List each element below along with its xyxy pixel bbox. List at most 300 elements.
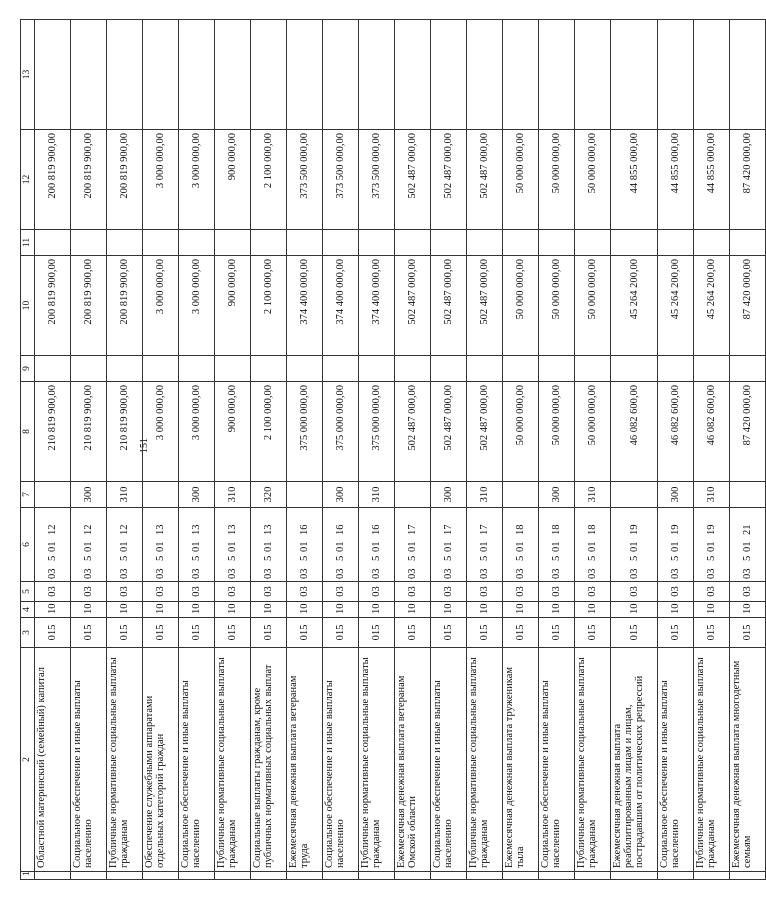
cell-code: 015 xyxy=(658,618,694,648)
cell-name: Публичные нормативные социальные выплаты гражданам xyxy=(694,648,730,872)
cell-target-article xyxy=(287,508,323,582)
cell-section: 10 xyxy=(71,602,107,618)
article-part: 01 xyxy=(299,541,310,552)
header-cell: 7 xyxy=(21,482,35,508)
cell-amount-1: 210 819 900,00 xyxy=(71,382,107,482)
article-part: 03 xyxy=(551,568,562,579)
cell-col-11 xyxy=(658,230,694,256)
article-part: 03 xyxy=(587,568,598,579)
cell-amount-3: 50 000 000,00 xyxy=(575,130,611,230)
cell-subsection: 03 xyxy=(35,582,71,602)
cell-expense-type: 310 xyxy=(359,482,395,508)
cell-amount-1: 50 000 000,00 xyxy=(575,382,611,482)
article-part: 01 xyxy=(742,541,753,552)
article-part: 5 xyxy=(515,555,526,561)
cell-col-13 xyxy=(575,20,611,130)
cell-amount-2: 900 000,00 xyxy=(215,256,251,356)
cell-amount-3: 502 487 000,00 xyxy=(395,130,431,230)
cell-target-article xyxy=(71,508,107,582)
cell-amount-1: 3 000 000,00 xyxy=(179,382,215,482)
cell-name: Ежемесячная денежная выплата ветеранам труда xyxy=(287,648,323,872)
article-part: 5 xyxy=(628,555,640,561)
article-part: 13 xyxy=(263,524,274,535)
cell-target-article xyxy=(467,508,503,582)
cell-empty xyxy=(71,872,107,880)
cell-col-11 xyxy=(730,230,766,256)
cell-amount-2: 50 000 000,00 xyxy=(503,256,539,356)
cell-name: Публичные нормативные социальные выплаты гражданам xyxy=(359,648,395,872)
cell-expense-type xyxy=(287,482,323,508)
cell-section: 10 xyxy=(395,602,431,618)
cell-code: 015 xyxy=(107,618,143,648)
cell-subsection: 03 xyxy=(359,582,395,602)
article-part: 19 xyxy=(706,524,717,535)
article-part: 12 xyxy=(119,524,130,535)
article-part: 03 xyxy=(263,568,274,579)
cell-empty xyxy=(503,872,539,880)
rotated-table-container xyxy=(20,20,753,880)
cell-empty xyxy=(395,872,431,880)
cell-subsection: 03 xyxy=(251,582,287,602)
cell-target-article xyxy=(694,508,730,582)
article-part: 03 xyxy=(155,568,166,579)
cell-col-9 xyxy=(658,356,694,382)
cell-expense-type: 320 xyxy=(251,482,287,508)
article-part: 18 xyxy=(551,524,562,535)
table-row xyxy=(431,20,467,880)
article-part: 5 xyxy=(227,555,238,561)
article-part: 19 xyxy=(670,524,681,535)
cell-code: 015 xyxy=(395,618,431,648)
article-part: 01 xyxy=(628,541,640,552)
cell-amount-3: 200 819 900,00 xyxy=(107,130,143,230)
article-part: 5 xyxy=(155,555,166,561)
cell-amount-3: 50 000 000,00 xyxy=(503,130,539,230)
cell-subsection: 03 xyxy=(143,582,179,602)
cell-col-9 xyxy=(251,356,287,382)
cell-empty xyxy=(658,872,694,880)
cell-amount-2: 502 487 000,00 xyxy=(395,256,431,356)
cell-target-article xyxy=(35,508,71,582)
article-part: 01 xyxy=(551,541,562,552)
cell-col-13 xyxy=(467,20,503,130)
cell-name: Социальное обеспечение и иные выплаты населению xyxy=(179,648,215,872)
page-number: 151 xyxy=(139,438,150,453)
cell-code: 015 xyxy=(431,618,467,648)
article-part: 03 xyxy=(299,568,310,579)
cell-expense-type: 310 xyxy=(694,482,730,508)
cell-name: Социальное обеспечение и иные выплаты населению xyxy=(323,648,359,872)
article-part: 13 xyxy=(227,524,238,535)
cell-amount-1: 46 082 600,00 xyxy=(611,382,658,482)
cell-section: 10 xyxy=(503,602,539,618)
table-row xyxy=(467,20,503,880)
cell-amount-1: 375 000 000,00 xyxy=(323,382,359,482)
cell-col-13 xyxy=(35,20,71,130)
cell-col-13 xyxy=(730,20,766,130)
article-part: 12 xyxy=(83,524,94,535)
cell-expense-type: 300 xyxy=(323,482,359,508)
cell-amount-3: 44 855 000,00 xyxy=(658,130,694,230)
table-row xyxy=(251,20,287,880)
cell-amount-1: 2 100 000,00 xyxy=(251,382,287,482)
cell-col-9 xyxy=(539,356,575,382)
cell-amount-3: 200 819 900,00 xyxy=(35,130,71,230)
cell-col-13 xyxy=(395,20,431,130)
cell-target-article xyxy=(143,508,179,582)
cell-amount-1: 3 000 000,00 xyxy=(143,382,179,482)
cell-code: 015 xyxy=(179,618,215,648)
cell-name: Обеспечение служебными аппаратами отдельных категорий граждан xyxy=(143,648,179,872)
cell-section: 10 xyxy=(730,602,766,618)
cell-section: 10 xyxy=(575,602,611,618)
cell-amount-2: 45 264 200,00 xyxy=(694,256,730,356)
cell-section: 10 xyxy=(431,602,467,618)
cell-amount-3: 502 487 000,00 xyxy=(431,130,467,230)
cell-col-11 xyxy=(694,230,730,256)
cell-expense-type: 310 xyxy=(575,482,611,508)
cell-empty xyxy=(467,872,503,880)
cell-col-9 xyxy=(71,356,107,382)
cell-name: Публичные нормативные социальные выплаты гражданам xyxy=(575,648,611,872)
cell-empty xyxy=(694,872,730,880)
cell-section: 10 xyxy=(539,602,575,618)
cell-code: 015 xyxy=(143,618,179,648)
article-part: 13 xyxy=(191,524,202,535)
cell-code: 015 xyxy=(251,618,287,648)
cell-col-11 xyxy=(575,230,611,256)
article-part: 01 xyxy=(227,541,238,552)
cell-empty xyxy=(730,872,766,880)
table-row xyxy=(539,20,575,880)
table-row xyxy=(575,20,611,880)
article-part: 5 xyxy=(263,555,274,561)
cell-amount-3: 44 855 000,00 xyxy=(611,130,658,230)
cell-code: 015 xyxy=(287,618,323,648)
cell-amount-1: 210 819 900,00 xyxy=(107,382,143,482)
cell-col-11 xyxy=(395,230,431,256)
article-part: 01 xyxy=(587,541,598,552)
cell-section: 10 xyxy=(287,602,323,618)
cell-amount-2: 200 819 900,00 xyxy=(71,256,107,356)
cell-expense-type: 300 xyxy=(71,482,107,508)
article-part: 01 xyxy=(515,541,526,552)
cell-col-9 xyxy=(503,356,539,382)
article-part: 17 xyxy=(407,524,418,535)
cell-section: 10 xyxy=(359,602,395,618)
cell-name: Ежемесячная денежная выплата ветеранам Омской области xyxy=(395,648,431,872)
cell-amount-3: 373 500 000,00 xyxy=(359,130,395,230)
cell-code: 015 xyxy=(35,618,71,648)
cell-col-11 xyxy=(431,230,467,256)
cell-section: 10 xyxy=(467,602,503,618)
cell-subsection: 03 xyxy=(575,582,611,602)
cell-expense-type xyxy=(503,482,539,508)
article-part: 03 xyxy=(119,568,130,579)
article-part: 17 xyxy=(479,524,490,535)
cell-col-13 xyxy=(611,20,658,130)
header-cell: 6 xyxy=(21,508,35,582)
cell-amount-3: 200 819 900,00 xyxy=(71,130,107,230)
cell-col-9 xyxy=(431,356,467,382)
cell-amount-3: 44 855 000,00 xyxy=(694,130,730,230)
article-part: 5 xyxy=(706,555,717,561)
cell-empty xyxy=(287,872,323,880)
article-part: 03 xyxy=(407,568,418,579)
cell-expense-type: 300 xyxy=(179,482,215,508)
cell-col-13 xyxy=(694,20,730,130)
cell-empty xyxy=(251,872,287,880)
cell-name: Ежемесячная денежная выплата многодетным семьям xyxy=(730,648,766,872)
cell-expense-type xyxy=(730,482,766,508)
article-part: 5 xyxy=(47,555,58,561)
cell-target-article xyxy=(215,508,251,582)
article-part: 01 xyxy=(670,541,681,552)
cell-amount-1: 87 420 000,00 xyxy=(730,382,766,482)
cell-subsection: 03 xyxy=(323,582,359,602)
cell-code: 015 xyxy=(467,618,503,648)
cell-amount-2: 2 100 000,00 xyxy=(251,256,287,356)
article-part: 16 xyxy=(335,524,346,535)
table-row xyxy=(215,20,251,880)
cell-amount-3: 50 000 000,00 xyxy=(539,130,575,230)
cell-subsection: 03 xyxy=(395,582,431,602)
header-cell: 12 xyxy=(21,130,35,230)
cell-section: 10 xyxy=(35,602,71,618)
cell-amount-2: 50 000 000,00 xyxy=(575,256,611,356)
article-part: 03 xyxy=(47,568,58,579)
article-part: 5 xyxy=(371,555,382,561)
cell-amount-1: 375 000 000,00 xyxy=(359,382,395,482)
cell-subsection: 03 xyxy=(611,582,658,602)
article-part: 5 xyxy=(335,555,346,561)
cell-expense-type xyxy=(611,482,658,508)
cell-col-11 xyxy=(35,230,71,256)
cell-col-13 xyxy=(359,20,395,130)
cell-section: 10 xyxy=(611,602,658,618)
article-part: 01 xyxy=(371,541,382,552)
cell-col-11 xyxy=(107,230,143,256)
cell-col-11 xyxy=(539,230,575,256)
cell-target-article xyxy=(539,508,575,582)
cell-name: Ежемесячная денежная выплата реабилитированным лицам и лицам, пострадавшим от политических репрессий xyxy=(611,648,658,872)
cell-target-article xyxy=(395,508,431,582)
cell-amount-3: 87 420 000,00 xyxy=(730,130,766,230)
article-part: 5 xyxy=(407,555,418,561)
cell-subsection: 03 xyxy=(730,582,766,602)
article-part: 5 xyxy=(742,555,753,561)
cell-name: Публичные нормативные социальные выплаты гражданам xyxy=(215,648,251,872)
cell-amount-2: 374 400 000,00 xyxy=(287,256,323,356)
cell-amount-2: 3 000 000,00 xyxy=(143,256,179,356)
table-row xyxy=(71,20,107,880)
cell-target-article xyxy=(575,508,611,582)
cell-amount-2: 200 819 900,00 xyxy=(107,256,143,356)
cell-section: 10 xyxy=(658,602,694,618)
cell-subsection: 03 xyxy=(467,582,503,602)
cell-col-9 xyxy=(287,356,323,382)
cell-col-13 xyxy=(107,20,143,130)
cell-amount-2: 502 487 000,00 xyxy=(431,256,467,356)
cell-subsection: 03 xyxy=(694,582,730,602)
article-part: 03 xyxy=(515,568,526,579)
table-row xyxy=(107,20,143,880)
cell-expense-type: 300 xyxy=(658,482,694,508)
article-part: 03 xyxy=(670,568,681,579)
header-cell: 2 xyxy=(21,648,35,872)
cell-code: 015 xyxy=(539,618,575,648)
table-row xyxy=(503,20,539,880)
header-cell: 1 xyxy=(21,872,35,880)
article-part: 12 xyxy=(47,524,58,535)
header-cell: 10 xyxy=(21,256,35,356)
cell-target-article xyxy=(730,508,766,582)
article-part: 5 xyxy=(119,555,130,561)
cell-col-11 xyxy=(503,230,539,256)
header-cell: 8 xyxy=(21,382,35,482)
article-part: 01 xyxy=(407,541,418,552)
cell-col-13 xyxy=(215,20,251,130)
cell-amount-1: 502 487 000,00 xyxy=(467,382,503,482)
cell-amount-3: 373 500 000,00 xyxy=(287,130,323,230)
cell-code: 015 xyxy=(503,618,539,648)
article-part: 17 xyxy=(443,524,454,535)
article-part: 01 xyxy=(155,541,166,552)
cell-amount-1: 375 000 000,00 xyxy=(287,382,323,482)
article-part: 03 xyxy=(479,568,490,579)
cell-name: Социальные выплаты гражданам, кроме публичных нормативных социальных выплат xyxy=(251,648,287,872)
cell-subsection: 03 xyxy=(287,582,323,602)
cell-section: 10 xyxy=(215,602,251,618)
article-part: 01 xyxy=(706,541,717,552)
cell-amount-1: 900 000,00 xyxy=(215,382,251,482)
cell-col-11 xyxy=(215,230,251,256)
cell-subsection: 03 xyxy=(107,582,143,602)
cell-amount-3: 2 100 000,00 xyxy=(251,130,287,230)
article-part: 01 xyxy=(83,541,94,552)
cell-col-13 xyxy=(323,20,359,130)
article-part: 03 xyxy=(191,568,202,579)
cell-col-9 xyxy=(730,356,766,382)
cell-col-11 xyxy=(143,230,179,256)
cell-expense-type: 310 xyxy=(107,482,143,508)
cell-section: 10 xyxy=(143,602,179,618)
cell-name: Социальное обеспечение и иные выплаты населению xyxy=(658,648,694,872)
cell-col-11 xyxy=(287,230,323,256)
cell-amount-2: 3 000 000,00 xyxy=(179,256,215,356)
cell-col-9 xyxy=(35,356,71,382)
cell-amount-1: 502 487 000,00 xyxy=(395,382,431,482)
cell-col-9 xyxy=(359,356,395,382)
cell-section: 10 xyxy=(107,602,143,618)
cell-col-9 xyxy=(215,356,251,382)
cell-col-13 xyxy=(143,20,179,130)
cell-name: Ежемесячная денежная выплата труженикам тыла xyxy=(503,648,539,872)
cell-col-13 xyxy=(287,20,323,130)
cell-name: Публичные нормативные социальные выплаты гражданам xyxy=(107,648,143,872)
cell-target-article xyxy=(323,508,359,582)
cell-empty xyxy=(179,872,215,880)
article-part: 5 xyxy=(587,555,598,561)
header-cell: 5 xyxy=(21,582,35,602)
cell-expense-type: 300 xyxy=(431,482,467,508)
article-part: 01 xyxy=(191,541,202,552)
cell-col-13 xyxy=(431,20,467,130)
article-part: 13 xyxy=(155,524,166,535)
cell-amount-2: 87 420 000,00 xyxy=(730,256,766,356)
article-part: 16 xyxy=(371,524,382,535)
cell-amount-2: 502 487 000,00 xyxy=(467,256,503,356)
cell-col-11 xyxy=(71,230,107,256)
article-part: 5 xyxy=(191,555,202,561)
article-part: 03 xyxy=(443,568,454,579)
article-part: 18 xyxy=(587,524,598,535)
cell-expense-type: 310 xyxy=(467,482,503,508)
cell-amount-1: 50 000 000,00 xyxy=(539,382,575,482)
cell-subsection: 03 xyxy=(539,582,575,602)
cell-code: 015 xyxy=(611,618,658,648)
table-row xyxy=(730,20,766,880)
cell-empty xyxy=(359,872,395,880)
cell-col-11 xyxy=(323,230,359,256)
cell-col-13 xyxy=(539,20,575,130)
cell-expense-type xyxy=(35,482,71,508)
cell-name: Публичные нормативные социальные выплаты гражданам xyxy=(467,648,503,872)
cell-col-13 xyxy=(503,20,539,130)
cell-subsection: 03 xyxy=(179,582,215,602)
cell-empty xyxy=(107,872,143,880)
table-row xyxy=(359,20,395,880)
cell-col-11 xyxy=(179,230,215,256)
cell-col-9 xyxy=(323,356,359,382)
header-cell: 9 xyxy=(21,356,35,382)
cell-subsection: 03 xyxy=(431,582,467,602)
cell-col-9 xyxy=(395,356,431,382)
article-part: 03 xyxy=(335,568,346,579)
article-part: 18 xyxy=(515,524,526,535)
cell-amount-2: 45 264 200,00 xyxy=(658,256,694,356)
cell-expense-type xyxy=(395,482,431,508)
article-part: 5 xyxy=(83,555,94,561)
cell-col-13 xyxy=(658,20,694,130)
cell-col-13 xyxy=(251,20,287,130)
article-part: 5 xyxy=(479,555,490,561)
cell-empty xyxy=(323,872,359,880)
cell-name: Социальное обеспечение и иные выплаты населению xyxy=(431,648,467,872)
cell-amount-1: 210 819 900,00 xyxy=(35,382,71,482)
cell-expense-type: 300 xyxy=(539,482,575,508)
cell-code: 015 xyxy=(71,618,107,648)
cell-empty xyxy=(35,872,71,880)
cell-subsection: 03 xyxy=(71,582,107,602)
cell-code: 015 xyxy=(575,618,611,648)
cell-subsection: 03 xyxy=(503,582,539,602)
cell-amount-1: 46 082 600,00 xyxy=(658,382,694,482)
cell-amount-1: 46 082 600,00 xyxy=(694,382,730,482)
cell-section: 10 xyxy=(694,602,730,618)
cell-code: 015 xyxy=(694,618,730,648)
cell-col-13 xyxy=(179,20,215,130)
header-cell: 3 xyxy=(21,618,35,648)
cell-empty xyxy=(539,872,575,880)
cell-col-9 xyxy=(143,356,179,382)
article-part: 03 xyxy=(706,568,717,579)
article-part: 03 xyxy=(227,568,238,579)
article-part: 01 xyxy=(263,541,274,552)
cell-col-13 xyxy=(71,20,107,130)
cell-empty xyxy=(431,872,467,880)
cell-expense-type xyxy=(143,482,179,508)
